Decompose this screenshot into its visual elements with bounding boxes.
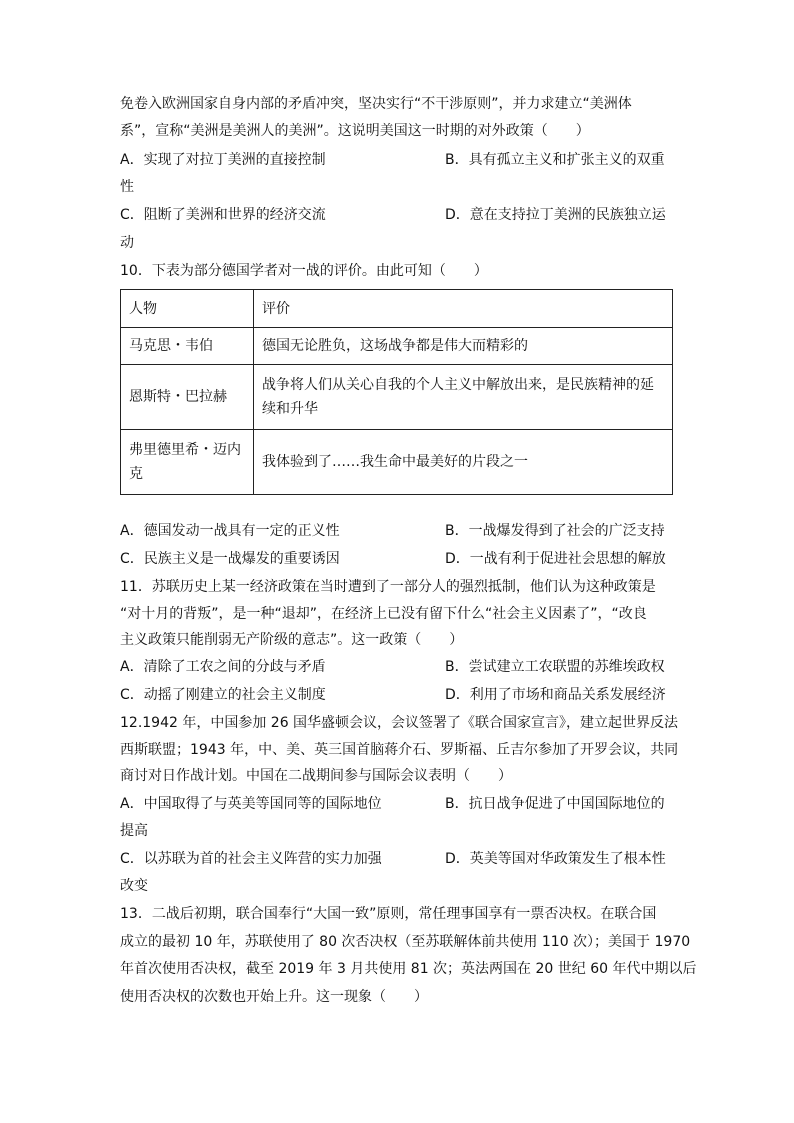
q12-stem-line-1: 12.1942 年，中国参加 26 国华盛顿会议，会议签署了《联合国家宣言》，建立起世界反法 [120,715,679,731]
q11-option-d: D．利用了市场和商品关系发展经济 [445,687,666,703]
q9-stem-line-1: 免卷入欧洲国家自身内部的矛盾冲突，坚决实行“不干涉原则”，并力求建立“美洲体 [120,96,632,112]
q9-stem-line-2: 系”，宣称“美洲是美洲人的美洲”。这说明美国这一时期的对外政策（ ） [120,123,590,139]
q11-option-b: B．尝试建立工农联盟的苏维埃政权 [445,659,665,675]
q11-stem-line-3: 主义政策只能削弱无产阶级的意志”。这一政策（ ） [120,632,464,648]
q10-option-a: A．德国发动一战具有一定的正义性 [120,523,340,539]
q12-option-d: D．英美等国对华政策发生了根本性 [445,851,666,867]
q9-option-d: D．意在支持拉丁美洲的民族独立运 [445,207,666,223]
q9-option-b: B．具有孤立主义和扩张主义的双重 [445,152,665,168]
q13-stem-line-2: 成立的最初 10 年，苏联使用了 80 次否决权（至苏联解体前共使用 110 次）；美国于 1970 [120,934,691,950]
table-cell-evaluation: 我体验到了……我生命中最美好的片段之一 [254,430,673,495]
q10-option-b: B．一战爆发得到了社会的广泛支持 [445,523,665,539]
table-cell-evaluation: 德国无论胜负，这场战争都是伟大而精彩的 [254,328,673,365]
q9-option-b-continued: 性 [120,179,134,195]
table-header-evaluation: 评价 [254,290,673,328]
q9-option-a: A．实现了对拉丁美洲的直接控制 [120,152,326,168]
table-cell-person: 马克思・韦伯 [121,328,254,365]
q12-option-c: C．以苏联为首的社会主义阵营的实力加强 [120,851,382,867]
q12-option-b: B．抗日战争促进了中国国际地位的 [445,796,665,812]
q11-option-c: C．动摇了刚建立的社会主义制度 [120,687,326,703]
table-cell-person: 恩斯特・巴拉赫 [121,365,254,430]
q13-stem-line-4: 使用否决权的次数也开始上升。这一现象（ ） [120,989,428,1005]
table-row [121,365,673,430]
table-cell-evaluation [254,365,673,430]
q12-option-a: A．中国取得了与英美等国同等的国际地位 [120,796,382,812]
q10-table [120,289,673,495]
q9-option-d-continued: 动 [120,235,134,251]
table-cell-person-line: 弗里德里希・迈内 [129,442,241,458]
table-header-row [121,290,673,328]
q11-stem-line-2: “对十月的背叛”，是一种“退却”，在经济上已没有留下什么“社会主义因素了”，“改良 [120,606,647,622]
table-cell-evaluation-line: 战争将人们从关心自我的个人主义中解放出来，是民族精神的延 [262,377,654,393]
table-cell-evaluation-line: 续和升华 [262,401,318,417]
table-row [121,430,673,495]
table-header-person: 人物 [121,290,254,328]
q12-option-d-continued: 改变 [120,878,148,894]
q13-stem-line-3: 年首次使用否决权，截至 2019 年 3 月共使用 81 次；英法两国在 20 世纪 60 年代中期以后 [120,961,697,977]
q13-stem-line-1: 13．二战后初期，联合国奉行“大国一致”原则，常任理事国享有一票否决权。在联合国 [120,906,657,922]
q10-option-d: D．一战有利于促进社会思想的解放 [445,551,666,567]
q11-stem-line-1: 11．苏联历史上某一经济政策在当时遭到了一部分人的强烈抵制，他们认为这种政策是 [120,579,656,595]
table-row [121,328,673,365]
q12-stem-line-2: 西斯联盟；1943 年，中、美、英三国首脑蒋介石、罗斯福、丘吉尔参加了开罗会议，共同 [120,742,679,758]
table-cell-person-line: 克 [129,466,143,482]
q9-option-c: C．阻断了美洲和世界的经济交流 [120,207,326,223]
table-cell-person [121,430,254,495]
q12-stem-line-3: 商讨对日作战计划。中国在二战期间参与国际会议表明（ ） [120,768,512,784]
q10-option-c: C．民族主义是一战爆发的重要诱因 [120,551,340,567]
q11-option-a: A．清除了工农之间的分歧与矛盾 [120,659,326,675]
q10-stem: 10．下表为部分德国学者对一战的评价。由此可知（ ） [120,263,488,279]
q12-option-b-continued: 提高 [120,823,148,839]
